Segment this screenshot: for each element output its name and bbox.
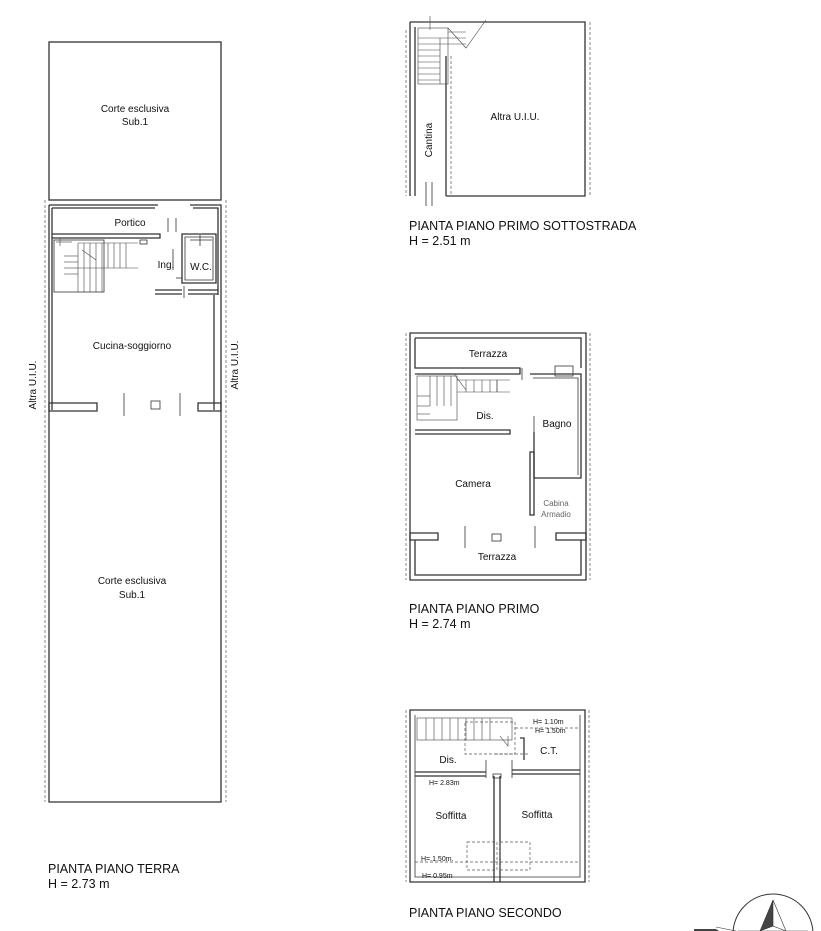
- room-label-camera: Camera: [455, 479, 491, 490]
- basement-floor-plan: [406, 16, 590, 206]
- ground-floor-height: H = 2.73 m: [48, 877, 110, 891]
- room-label-cantina: Cantina: [424, 122, 435, 158]
- room-label-terrazza-top: Terrazza: [468, 349, 508, 360]
- basement-caption: [409, 219, 636, 249]
- room-label-altra-uiu-basement: Altra U.I.U.: [490, 112, 540, 123]
- room-label-soffitta-right: Soffitta: [521, 810, 553, 821]
- room-label-corte-bottom-line1: Corte esclusiva: [97, 576, 167, 587]
- room-label-dis-first: Dis.: [476, 411, 494, 422]
- room-label-dis-second: Dis.: [439, 755, 457, 766]
- height-label-110: H= 1.10m: [533, 719, 564, 726]
- room-label-terrazza-bottom: Terrazza: [477, 552, 517, 563]
- room-label-cabina-line1: Cabina: [543, 499, 569, 508]
- height-label-150-top: H= 1.50m: [535, 728, 566, 735]
- second-floor-title: PIANTA PIANO SECONDO: [409, 906, 562, 920]
- height-label-150-bottom: H=.1.50m.: [421, 856, 454, 863]
- room-label-corte-top-line1: Corte esclusiva: [100, 104, 170, 115]
- basement-title: PIANTA PIANO PRIMO SOTTOSTRADA: [409, 219, 637, 233]
- room-label-portico: Portico: [114, 218, 146, 229]
- first-floor-plan: [406, 333, 590, 580]
- north-arrow-icon: [694, 894, 813, 931]
- first-floor-caption: [409, 602, 539, 632]
- height-label-283: H= 2.83m: [429, 780, 460, 787]
- room-label-ing: Ing.: [157, 260, 175, 271]
- room-label-wc: W.C.: [190, 262, 212, 273]
- first-floor-height: H = 2.74 m: [409, 617, 471, 631]
- basement-height: H = 2.51 m: [409, 234, 471, 248]
- height-label-095: H= 0.95m: [422, 873, 453, 880]
- room-label-cucina-soggiorno: Cucina-soggiorno: [92, 341, 172, 352]
- ground-floor-title: PIANTA PIANO TERRA: [48, 862, 180, 876]
- ground-floor-caption: [48, 862, 180, 892]
- ground-floor-plan: [45, 42, 226, 802]
- room-label-soffitta-left: Soffitta: [435, 811, 467, 822]
- room-label-corte-top-line2: Sub.1: [121, 117, 149, 128]
- side-label-right: Altra U.I.U.: [230, 340, 241, 390]
- side-label-left: Altra U.I.U.: [28, 360, 39, 410]
- room-label-corte-bottom-line2: Sub.1: [118, 590, 146, 601]
- second-floor-caption: [409, 906, 562, 921]
- room-label-bagno: Bagno: [542, 419, 572, 430]
- first-floor-title: PIANTA PIANO PRIMO: [409, 602, 540, 616]
- room-label-cabina-line2: Armadio: [541, 510, 571, 519]
- room-label-ct: C.T.: [540, 746, 558, 757]
